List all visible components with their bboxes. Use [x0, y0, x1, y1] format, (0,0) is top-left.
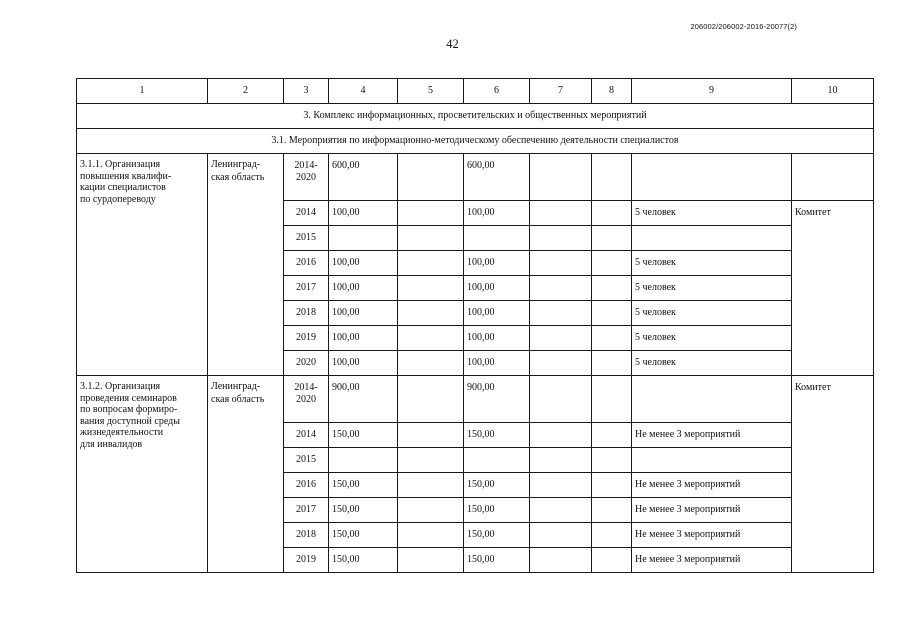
funding-cell: 600,00 [329, 154, 398, 201]
empty-cell [398, 154, 464, 201]
year-cell: 2015 [284, 226, 329, 251]
funding-cell: 100,00 [329, 251, 398, 276]
year-cell: 2017 [284, 276, 329, 301]
executor-cell: Комитет [792, 201, 874, 376]
page-number: 42 [446, 37, 459, 51]
empty-cell [530, 548, 592, 573]
year-cell: 2016 [284, 473, 329, 498]
empty-cell [398, 326, 464, 351]
funding-cell: 100,00 [329, 351, 398, 376]
result-cell [632, 448, 792, 473]
column-number-row [77, 79, 874, 104]
empty-cell [530, 326, 592, 351]
empty-cell [530, 351, 592, 376]
funding-cell: 150,00 [329, 498, 398, 523]
column-number: 10 [792, 79, 874, 104]
funding-cell [329, 226, 398, 251]
year-cell: 2019 [284, 326, 329, 351]
year-cell: 2014- 2020 [284, 376, 329, 423]
empty-cell [592, 326, 632, 351]
funding-cell: 100,00 [329, 301, 398, 326]
result-cell [632, 154, 792, 201]
empty-cell [592, 448, 632, 473]
empty-cell [530, 226, 592, 251]
empty-cell [398, 226, 464, 251]
funding-cell: 100,00 [329, 326, 398, 351]
measure-region: Ленинград- ская область [208, 154, 284, 376]
empty-cell [530, 154, 592, 201]
funding-cell: 900,00 [464, 376, 530, 423]
column-number: 9 [632, 79, 792, 104]
document-id: 206002/206002-2016-20077(2) [690, 22, 797, 31]
empty-cell [398, 276, 464, 301]
empty-cell [592, 301, 632, 326]
column-number: 2 [208, 79, 284, 104]
result-cell: 5 человек [632, 301, 792, 326]
column-number: 1 [77, 79, 208, 104]
empty-cell [530, 473, 592, 498]
empty-cell [398, 376, 464, 423]
funding-cell: 150,00 [329, 523, 398, 548]
result-cell: 5 человек [632, 251, 792, 276]
column-number: 4 [329, 79, 398, 104]
empty-cell [530, 276, 592, 301]
funding-cell: 100,00 [464, 326, 530, 351]
funding-cell: 150,00 [329, 473, 398, 498]
empty-cell [530, 523, 592, 548]
empty-cell [592, 251, 632, 276]
funding-cell: 100,00 [464, 276, 530, 301]
funding-cell: 100,00 [464, 351, 530, 376]
result-cell: Не менее 3 мероприятий [632, 548, 792, 573]
funding-cell: 100,00 [464, 301, 530, 326]
result-cell: 5 человек [632, 276, 792, 301]
subsection-row [77, 129, 874, 154]
table-row [77, 154, 874, 201]
year-cell: 2014 [284, 423, 329, 448]
result-cell [632, 376, 792, 423]
funding-cell: 100,00 [464, 251, 530, 276]
empty-cell [398, 448, 464, 473]
year-cell: 2017 [284, 498, 329, 523]
column-number: 3 [284, 79, 329, 104]
funding-cell: 150,00 [464, 423, 530, 448]
measures-body [77, 154, 874, 573]
measure-name: 3.1.2. Организация проведения семинаров по вопросам формиро- вания доступной среды жизнедеятельности для инвалидов [77, 376, 208, 573]
empty-cell [398, 473, 464, 498]
empty-cell [592, 226, 632, 251]
funding-cell: 150,00 [329, 548, 398, 573]
empty-cell [592, 201, 632, 226]
empty-cell [398, 498, 464, 523]
funding-cell: 150,00 [464, 498, 530, 523]
empty-cell [530, 201, 592, 226]
table-row [77, 376, 874, 423]
section-row [77, 104, 874, 129]
empty-cell [530, 301, 592, 326]
empty-cell [592, 376, 632, 423]
empty-cell [592, 351, 632, 376]
funding-cell: 150,00 [464, 523, 530, 548]
column-number: 8 [592, 79, 632, 104]
measure-region: Ленинград- ская область [208, 376, 284, 573]
empty-cell [398, 423, 464, 448]
funding-cell: 900,00 [329, 376, 398, 423]
column-number: 7 [530, 79, 592, 104]
result-cell: Не менее 3 мероприятий [632, 523, 792, 548]
year-cell: 2018 [284, 523, 329, 548]
empty-cell [398, 301, 464, 326]
year-cell: 2014 [284, 201, 329, 226]
empty-cell [398, 251, 464, 276]
funding-cell: 100,00 [329, 201, 398, 226]
empty-cell [530, 498, 592, 523]
empty-cell [592, 276, 632, 301]
empty-cell [398, 351, 464, 376]
result-cell: Не менее 3 мероприятий [632, 498, 792, 523]
program-table [76, 78, 874, 573]
year-cell: 2014- 2020 [284, 154, 329, 201]
result-cell: Не менее 3 мероприятий [632, 423, 792, 448]
section-title: 3. Комплекс информационных, просветительских и общественных мероприятий [77, 104, 874, 129]
empty-cell [792, 154, 874, 201]
measure-name: 3.1.1. Организация повышения квалифи- кации специалистов по сурдопереводу [77, 154, 208, 376]
column-number: 5 [398, 79, 464, 104]
empty-cell [592, 423, 632, 448]
funding-cell [464, 226, 530, 251]
funding-cell: 600,00 [464, 154, 530, 201]
result-cell: Не менее 3 мероприятий [632, 473, 792, 498]
empty-cell [592, 548, 632, 573]
executor-cell: Комитет [792, 376, 874, 573]
result-cell: 5 человек [632, 326, 792, 351]
result-cell [632, 226, 792, 251]
year-cell: 2019 [284, 548, 329, 573]
empty-cell [530, 376, 592, 423]
empty-cell [592, 154, 632, 201]
funding-cell: 150,00 [464, 548, 530, 573]
empty-cell [398, 548, 464, 573]
year-cell: 2016 [284, 251, 329, 276]
result-cell: 5 человек [632, 201, 792, 226]
empty-cell [530, 251, 592, 276]
column-number: 6 [464, 79, 530, 104]
result-cell: 5 человек [632, 351, 792, 376]
funding-cell: 100,00 [464, 201, 530, 226]
funding-cell: 100,00 [329, 276, 398, 301]
empty-cell [398, 523, 464, 548]
subsection-title: 3.1. Мероприятия по информационно-методическому обеспечению деятельности специалистов [77, 129, 874, 154]
empty-cell [592, 523, 632, 548]
empty-cell [530, 423, 592, 448]
empty-cell [592, 498, 632, 523]
funding-cell [329, 448, 398, 473]
year-cell: 2015 [284, 448, 329, 473]
empty-cell [592, 473, 632, 498]
funding-cell: 150,00 [329, 423, 398, 448]
year-cell: 2018 [284, 301, 329, 326]
year-cell: 2020 [284, 351, 329, 376]
empty-cell [530, 448, 592, 473]
funding-cell: 150,00 [464, 473, 530, 498]
empty-cell [398, 201, 464, 226]
funding-cell [464, 448, 530, 473]
